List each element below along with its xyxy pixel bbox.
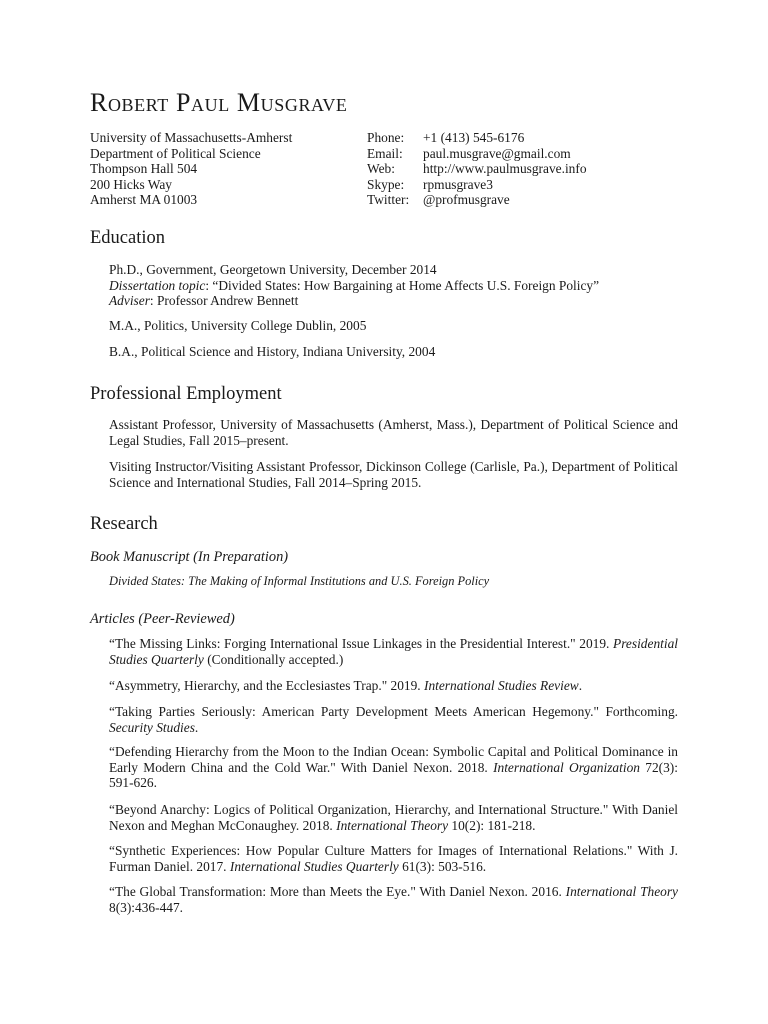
adviser-text: : Professor Andrew Bennett [149,293,299,309]
article-journal: Presidential Studies Quarterly [109,636,678,667]
book-heading: Book Manuscript (In Preparation) [90,549,289,565]
email-value: paul.musgrave@gmail.com [423,145,571,161]
phd-degree: Ph.D., Government, Georgetown University, December 2014 [109,262,437,277]
article-journal: Security Studies [109,719,195,735]
article-journal: International Organization [493,759,640,775]
article-text: “Defending Hierarchy from the Moon to the Indian Ocean: Symbolic Capital and Political Dominance in Early Modern China and the Cold War." With Daniel Nexon. 2018. [109,744,678,775]
article-item [109,744,678,791]
dissertation-text: : “Divided States: How Bargaining at Home Affects U.S. Foreign Policy” [205,277,600,293]
article-text: “Synthetic Experiences: How Popular Culture Matters for Images of International Relations." With J. Furman Daniel. 2017. [109,843,678,874]
education-phd [109,262,678,309]
skype-value: rpmusgrave3 [423,176,493,192]
article-item [109,678,678,694]
article-details: (Conditionally accepted.) [203,651,344,667]
article-text: “Asymmetry, Hierarchy, and the Ecclesiastes Trap." 2019. [109,678,424,693]
email-label: Email: [367,145,403,161]
twitter-value: @profmusgrave [423,192,510,208]
article-text: “The Missing Links: Forging International Issue Linkages in the Presidential Interest." 2019. [109,636,614,651]
article-item [109,636,678,667]
article-item [109,843,678,874]
phd-adviser [109,293,678,309]
address-line: Department of Political Science [90,145,261,161]
research-heading: Research [90,514,158,534]
web-value: http://www.paulmusgrave.info [423,161,587,177]
articles-heading: Articles (Peer-Reviewed) [90,611,235,627]
article-details: . [194,719,199,735]
article-details: 10(2): 181-218. [448,817,536,833]
address-line: University of Massachusetts-Amherst [90,130,293,145]
article-details: 8(3):436-447. [109,899,184,915]
article-text: “The Global Transformation: More than Meets the Eye." With Daniel Nexon. 2016. [109,884,566,899]
article-details: 72(3): 591-626. [109,759,678,791]
address-line: 200 Hicks Way [90,176,172,192]
education-ba: B.A., Political Science and History, Indiana University, 2004 [109,344,436,359]
web-label: Web: [367,161,395,177]
skype-label: Skype: [367,176,405,192]
address-block [90,130,292,208]
employment-item: Visiting Instructor/Visiting Assistant Professor, Dickinson College (Carlisle, Pa.), Department of Political Science and International Studies, Fall 2014–Spring 2015. [109,459,678,490]
phone-label: Phone: [367,130,405,145]
article-journal: International Theory [336,817,449,833]
cv-name: Robert Paul Musgrave [90,88,348,117]
employment-heading: Professional Employment [90,384,282,404]
adviser-label: Adviser [109,293,150,309]
book-title: Divided States: The Making of Informal Institutions and U.S. Foreign Policy [109,574,490,588]
article-item [109,704,678,735]
education-heading: Education [90,228,166,248]
article-journal: International Theory [565,884,678,899]
education-ma: M.A., Politics, University College Dublin, 2005 [109,318,367,333]
article-journal: International Studies Review [423,678,579,693]
article-details: . [578,678,583,693]
article-details: 61(3): 503-516. [398,858,487,874]
contact-labels [367,130,409,208]
article-item [109,802,678,833]
article-item [109,884,678,915]
employment-item: Assistant Professor, University of Massachusetts (Amherst, Mass.), Department of Political Science and Legal Studies, Fall 2015–present. [109,417,678,448]
address-line: Thompson Hall 504 [90,161,198,177]
twitter-label: Twitter: [367,192,410,208]
article-journal: International Studies Quarterly [229,858,399,874]
address-line: Amherst MA 01003 [90,192,198,208]
dissertation-label: Dissertation topic [109,277,206,293]
article-text: “Beyond Anarchy: Logics of Political Organization, Hierarchy, and International Structure." With Daniel Nexon and Meghan McConaughey. 2018. [109,802,678,833]
phone-value: +1 (413) 545-6176 [423,130,525,145]
contact-values [423,130,587,208]
phd-dissertation [109,278,678,294]
article-text: “Taking Parties Seriously: American Party Development Meets American Hegemony." Forthcoming. [109,704,678,719]
